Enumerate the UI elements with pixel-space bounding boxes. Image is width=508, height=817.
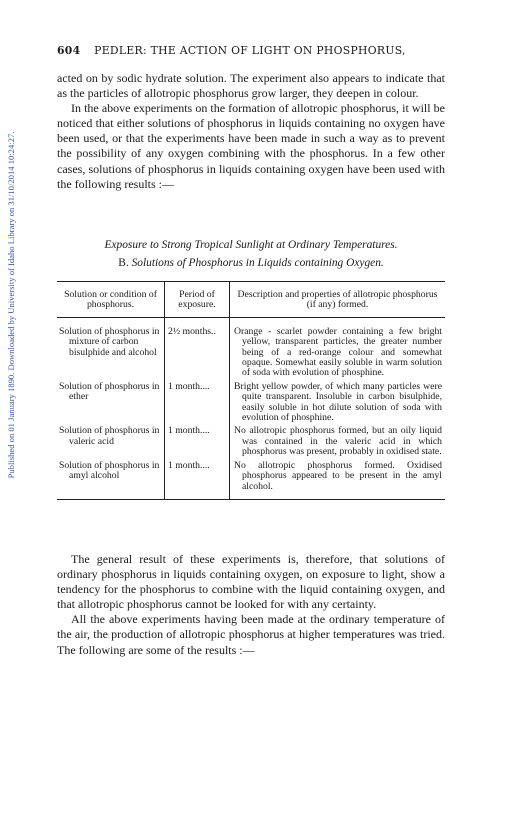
table-row xyxy=(57,380,445,425)
description-cell: Orange - scarlet powder containing a few bright yellow, transparent particles, the greater number being of a red-orange colour and somewhat opaque. Somewhat easily soluble in warm solution of soda with evolution of phosphine. xyxy=(234,325,442,379)
top-text xyxy=(57,71,445,192)
period-cell: 2½ months.. xyxy=(165,317,230,380)
description-cell: Bright yellow powder, of which many particles were quite transparent. Insoluble in carbon bisulphide, easily soluble in hot dilute solution of soda with evolution of phosphine. xyxy=(234,380,442,424)
condition-cell: Solution of phosphorus in mixture of carbon bisulphide and alcohol xyxy=(59,325,160,358)
column-header: Description and properties of allotropic phosphorus (if any) formed. xyxy=(230,282,446,317)
table-caption-line-2: B. Solutions of Phosphorus in Liquids containing Oxygen. xyxy=(118,257,384,269)
page-number: 604 xyxy=(57,44,81,57)
period-cell: 1 month.... xyxy=(165,380,230,425)
running-title: PEDLER: THE ACTION OF LIGHT ON PHOSPHORUS, xyxy=(94,44,406,57)
table-label: B. xyxy=(118,257,129,269)
table-row xyxy=(57,459,445,499)
period-cell: 1 month.... xyxy=(165,459,230,499)
condition-cell: Solution of phosphorus in amyl alcohol xyxy=(59,459,160,482)
description-cell: No allotropic phosphorus formed. Oxidised phosphorus appeared to be present in the amyl alcohol. xyxy=(234,459,442,492)
bottom-text xyxy=(57,552,445,658)
period-cell: 1 month.... xyxy=(165,424,230,458)
condition-cell: Solution of phosphorus in ether xyxy=(59,380,160,403)
column-header: Solution or condition of phosphorus. xyxy=(57,282,165,317)
results-table xyxy=(57,281,445,500)
description-cell: No allotropic phosphorus formed, but an oily liquid was contained in the valeric acid in which phosphorus was present, probably in oxidised state. xyxy=(234,425,442,458)
provenance-text: Published on 01 January 1890. Downloaded by University of Idaho Library on 31/10/2014 10:24:27. xyxy=(6,131,16,479)
table-row xyxy=(57,424,445,458)
paragraph: In the above experiments on the formation of allotropic phosphorus, it will be noticed that either solutions of phosphorus in liquids containing no oxygen have been used, or that the experiments have been made in such a way as to prevent the possibility of any oxygen combining with the phosphorus. In a few other cases, solutions of phosphorus in liquids containing oxygen have been used with the following results :— xyxy=(57,101,445,191)
paragraph: acted on by sodic hydrate solution. The experiment also appears to indicate that as the particles of allotropic phosphorus grow larger, they deepen in colour. xyxy=(57,71,445,101)
running-header xyxy=(57,44,447,57)
paragraph: All the above experiments having been made at the ordinary temperature of the air, the production of allotropic phosphorus at higher temperatures was tried. The following are some of the results :— xyxy=(57,612,445,657)
table-header-row xyxy=(57,282,445,317)
provenance-note xyxy=(4,70,18,540)
paragraph: The general result of these experiments is, therefore, that solutions of ordinary phosphorus in liquids containing oxygen, on exposure to light, show a tendency for the phosphorus to combine with the liquid containing oxygen, and that allotropic phosphorus cannot be looked for with any certainty. xyxy=(57,552,445,612)
table-caption-line-1: Exposure to Strong Tropical Sunlight at Ordinary Temperatures. xyxy=(104,239,398,251)
condition-cell: Solution of phosphorus in valeric acid xyxy=(59,425,160,447)
column-header: Period of exposure. xyxy=(165,282,230,317)
table-row xyxy=(57,317,445,380)
